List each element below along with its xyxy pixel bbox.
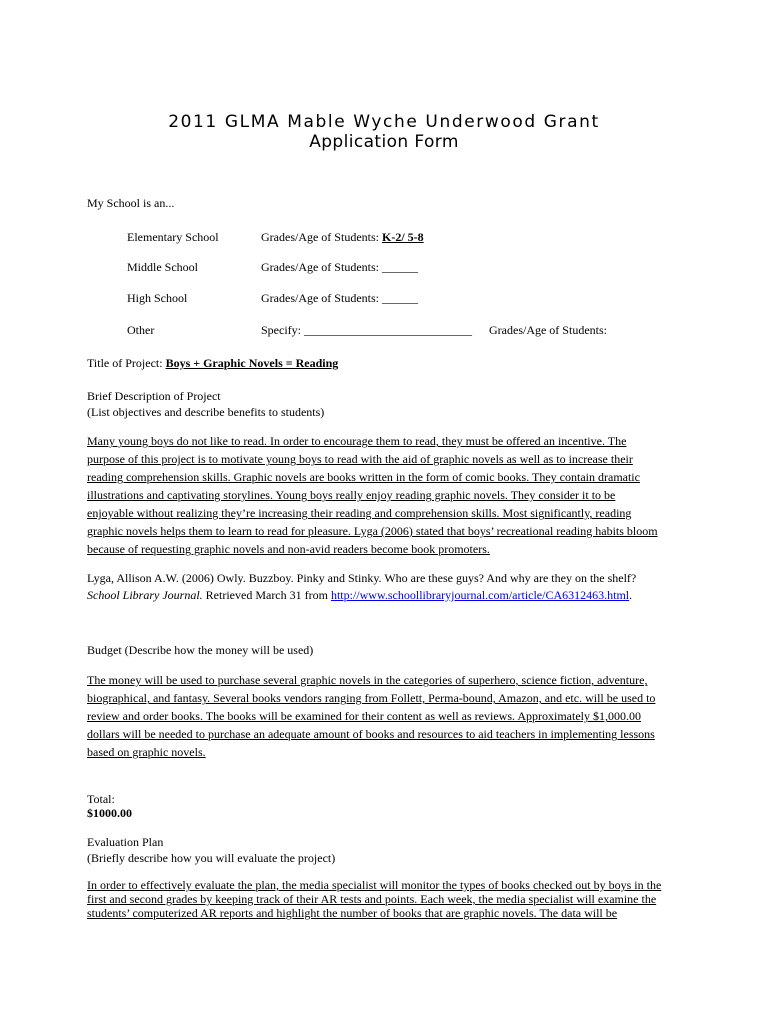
description-subheading: (List objectives and describe benefits to students) xyxy=(87,405,325,419)
description-line: purpose of this project is to motivate young boys to read with the aid of graphic novels as well as to increase their xyxy=(87,452,633,466)
evaluation-line: In order to effectively evaluate the plan, the media specialist will monitor the types of books checked out by boys in the xyxy=(87,878,662,892)
description-heading: Brief Description of Project xyxy=(87,389,221,403)
description-line: illustrations and captivating storylines. Young boys really enjoy reading graphic novels. They consider it to be xyxy=(87,488,616,502)
description-line: enjoyable without realizing they’re increasing their reading and comprehension skills. Most significantly, reading xyxy=(87,506,632,520)
grades-other: Grades/Age of Students: xyxy=(489,323,607,337)
school-type-other: Other xyxy=(127,323,155,337)
budget-paragraph xyxy=(87,671,697,761)
evaluation-line: first and second grades by keeping track of their AR tests and points. Each week, the media specialist will examine the xyxy=(87,892,657,906)
budget-line: review and order books. The books will be examined for their content as well as reviews. Approximately $1,000.00 xyxy=(87,709,641,723)
budget-line: biographical, and fantasy. Several books vendors ranging from Follett, Perma-bound, Amazon, and etc. will be used to xyxy=(87,691,656,705)
school-type-middle: Middle School xyxy=(127,260,198,274)
citation-source: School Library Journal. Retrieved March 31 from http://www.schoollibraryjournal.com/article/CA6312463.html. xyxy=(87,588,633,602)
total-value: $1000.00 xyxy=(87,806,132,820)
description-line: Many young boys do not like to read. In order to encourage them to read, they must be offered an incentive. The xyxy=(87,434,627,448)
description-line: reading comprehension skills. Graphic novels are books written in the form of comic books. They contain dramatic xyxy=(87,470,640,484)
total-label: Total: xyxy=(87,792,115,806)
budget-line: based on graphic novels. xyxy=(87,745,206,759)
journal-name: School Library Journal. xyxy=(87,588,203,602)
description-line: because of requesting graphic novels and non-avid readers become book promoters. xyxy=(87,542,490,556)
budget-line: dollars will be needed to purchase an adequate amount of books and resources to aid teachers in implementing lessons xyxy=(87,727,655,741)
project-title-value: Boys + Graphic Novels = Reading xyxy=(165,356,339,370)
citation-link[interactable]: http://www.schoollibraryjournal.com/article/CA6312463.html xyxy=(330,588,630,602)
description-line: graphic novels helps them to learn to read for pleasure. Lyga (2006) stated that boys’ recreational reading habits bloom xyxy=(87,524,658,538)
evaluation-line: students’ computerized AR reports and highlight the number of books that are graphic novels. The data will be xyxy=(87,906,618,920)
grades-elementary: Grades/Age of Students: K-2/ 5-8 xyxy=(261,230,424,244)
project-title: Title of Project: Boys + Graphic Novels = Reading xyxy=(87,356,339,370)
description-paragraph xyxy=(87,432,697,558)
evaluation-subheading: (Briefly describe how you will evaluate the project) xyxy=(87,851,336,865)
evaluation-heading: Evaluation Plan xyxy=(87,835,164,849)
school-type-elementary: Elementary School xyxy=(127,230,219,244)
school-type-high: High School xyxy=(127,291,188,305)
form-subtitle: Application Form xyxy=(309,132,459,152)
budget-heading: Budget (Describe how the money will be used) xyxy=(87,643,314,657)
citation-line: Lyga, Allison A.W. (2006) Owly. Buzzboy. Pinky and Stinky. Who are these guys? And why are they on the shelf? xyxy=(87,571,637,585)
specify-field: Specify: ____________________________ xyxy=(261,323,472,337)
grades-middle: Grades/Age of Students: ______ xyxy=(261,260,418,274)
grades-high: Grades/Age of Students: ______ xyxy=(261,291,418,305)
budget-line: The money will be used to purchase several graphic novels in the categories of superhero, science fiction, adventure, xyxy=(87,673,648,687)
grades-elementary-value: K-2/ 5-8 xyxy=(381,230,424,244)
school-intro: My School is an... xyxy=(87,196,175,210)
evaluation-paragraph xyxy=(87,878,697,920)
form-title: 2011 GLMA Mable Wyche Underwood Grant xyxy=(168,112,600,132)
